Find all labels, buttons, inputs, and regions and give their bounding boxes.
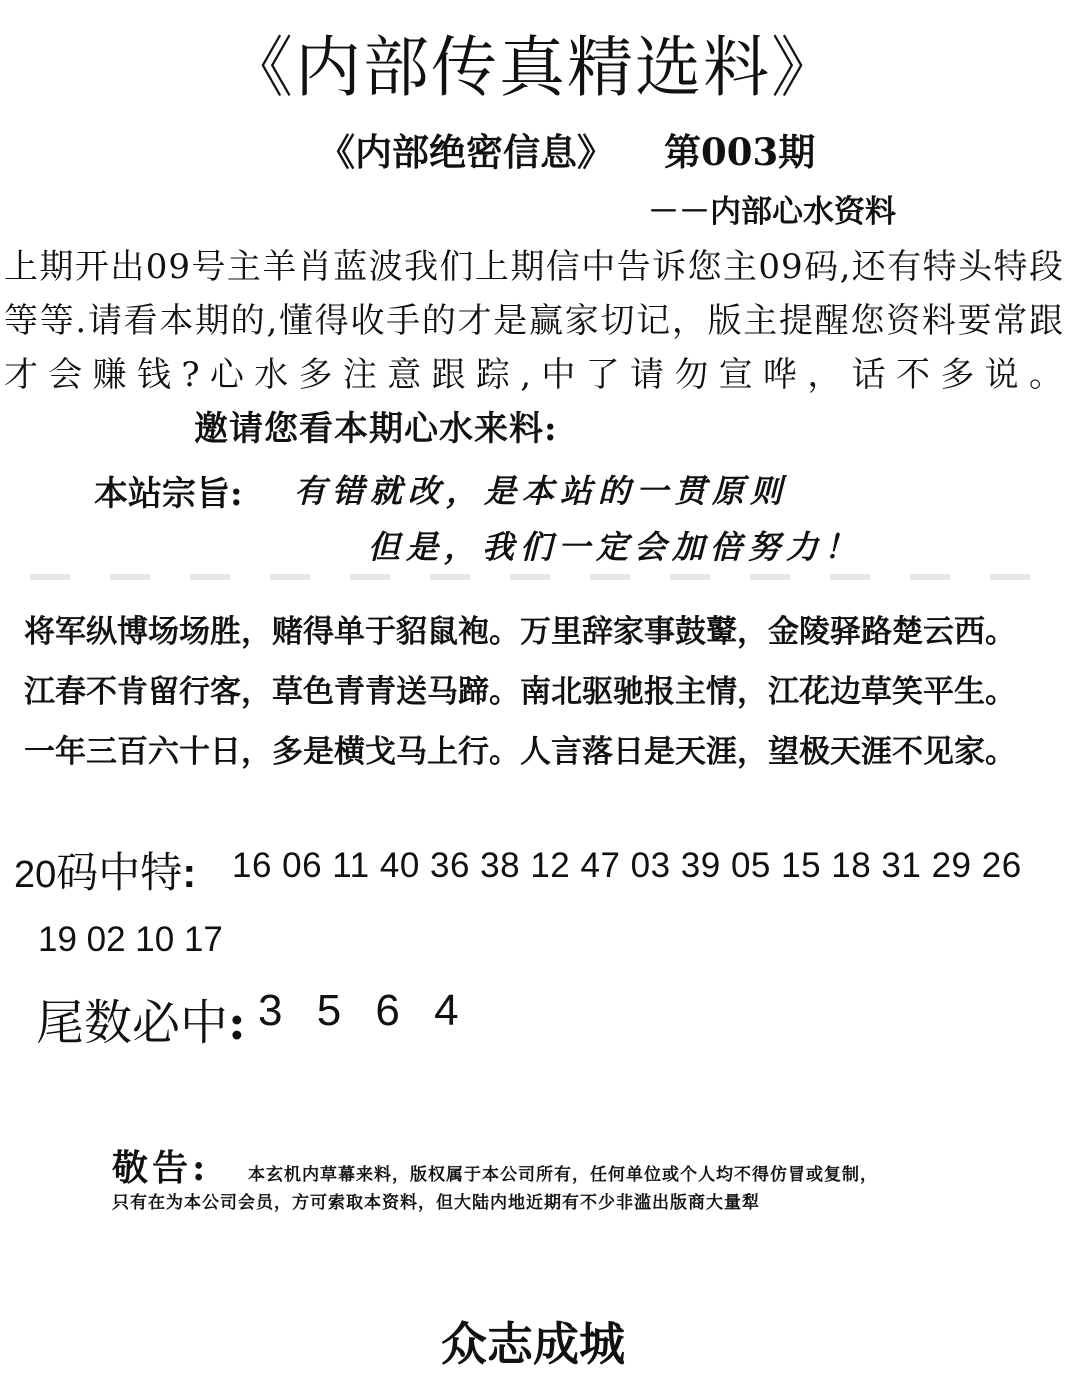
poem-line-2: 江春不肯留行客，草色青青送马蹄。南北驱驰报主情，江花边草笑平生。 bbox=[24, 674, 1016, 710]
code-label-text: 码中特 bbox=[56, 849, 183, 896]
main-title: 《内部传真精选料》 bbox=[227, 29, 839, 106]
tail-numbers: 3 5 6 4 bbox=[258, 986, 459, 1035]
faint-divider bbox=[30, 574, 1040, 580]
code-label bbox=[14, 840, 196, 900]
motto-line-1: 有错就改，是本站的一贯原则 bbox=[294, 472, 789, 510]
intro-paragraph bbox=[4, 240, 1064, 456]
code-numbers-line-2: 19 02 10 17 bbox=[38, 920, 223, 959]
sub-title: 《内部绝密信息》 bbox=[318, 130, 614, 174]
notice-label: 敬告: bbox=[112, 1147, 210, 1189]
invite-text: 邀请您看本期心水来料: bbox=[194, 409, 558, 449]
issue-number: 第003期 bbox=[664, 130, 816, 174]
code-label-number: 20 bbox=[14, 854, 57, 896]
tail-label-text: 尾数必中 bbox=[36, 995, 229, 1051]
tail-label bbox=[36, 984, 246, 1053]
code-label-colon: : bbox=[182, 849, 197, 896]
motto-line-2: 但是，我们一定会加倍努力！ bbox=[368, 528, 863, 566]
poem-line-3: 一年三百六十日，多是横戈马上行。人言落日是天涯，望极天涯不见家。 bbox=[24, 734, 1016, 770]
notice-line-2: 只有在为本公司会员，方可索取本资料，但大陆内地近期有不少非滥出版商大量犁 bbox=[112, 1193, 760, 1213]
source-line: －－内部心水资料 bbox=[648, 194, 896, 230]
poem-line-1: 将军纵博场场胜，赌得单于貂鼠袍。万里辞家事鼓鼙，金陵驿路楚云西。 bbox=[24, 614, 1016, 650]
footer-slogan: 众志成城 bbox=[441, 1317, 625, 1371]
code-numbers-line-1: 16 06 11 40 36 38 12 47 03 39 05 15 18 31 29 26 bbox=[232, 846, 1022, 885]
notice-line-1: 本玄机内草幕来料，版权属于本公司所有，任何单位或个人均不得仿冒或复制， bbox=[248, 1165, 878, 1185]
tail-label-colon: : bbox=[228, 995, 246, 1051]
motto-label: 本站宗旨: bbox=[94, 474, 243, 514]
intro-text: 上期开出09号主羊肖蓝波我们上期信中告诉您主09码,还有特头特段等等.请看本期的,懂得收手的才是赢家切记，版主提醒您资料要常跟才会赚钱?心水多注意跟踪,中了请勿宣哗，话不多说。 bbox=[4, 247, 1064, 395]
